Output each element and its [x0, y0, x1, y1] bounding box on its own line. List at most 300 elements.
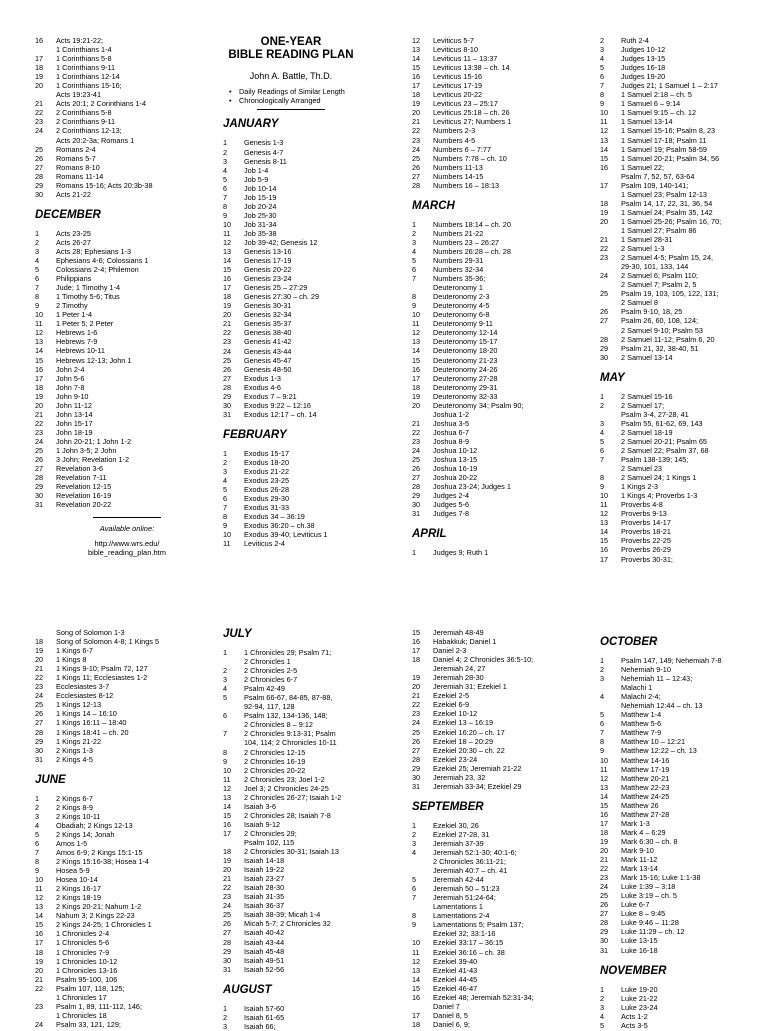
reading-passage: Daniel 8, 5 — [433, 1010, 468, 1020]
day-number: 18 — [35, 947, 44, 957]
reading-passage: Genesis 30-31 — [244, 301, 292, 311]
reading-entry — [223, 175, 407, 184]
reading-entry — [600, 756, 768, 765]
reading-entry — [35, 356, 219, 365]
reading-passage: 2 Kings 1-3 — [56, 745, 93, 755]
day-number: 19 — [412, 673, 421, 683]
day-number: 16 — [412, 72, 421, 82]
reading-entry — [412, 356, 596, 365]
reading-entry — [35, 500, 219, 509]
reading-passage: Genesis 27:30 – ch. 29 — [244, 292, 320, 302]
reading-passage: Deuteronomy 24-26 — [433, 364, 498, 374]
reading-passage: Exodus 36:20 – ch.38 — [244, 521, 315, 531]
day-number: 23 — [223, 892, 232, 902]
day-number: 15 — [35, 355, 44, 365]
day-number: 29 — [35, 482, 44, 492]
day-number: 7 — [35, 847, 40, 857]
reading-entry — [35, 99, 219, 108]
reading-entry — [223, 383, 407, 392]
reading-entry — [223, 684, 407, 693]
reading-entry — [223, 347, 407, 356]
reading-passage: Psalm 26, 60, 108, 124; — [621, 316, 699, 326]
day-number: 24 — [35, 436, 44, 446]
page1-column3 — [412, 36, 596, 557]
reading-passage: Ezekiel 41-43 — [433, 965, 478, 975]
reading-entry — [35, 108, 219, 117]
reading-passage: Ezekiel 16:20 – ch. 17 — [433, 727, 505, 737]
reading-passage: Habakkuk; Daniel 1 — [433, 637, 497, 647]
reading-entry — [35, 319, 219, 328]
reading-passage: Luke 13-15 — [621, 936, 658, 946]
reading-entry — [600, 527, 768, 536]
reading-continuation: 2 Chronicles 8 – 9:12 — [244, 720, 313, 730]
reading-entry — [35, 283, 219, 292]
reading-list — [600, 36, 768, 362]
reading-entry — [35, 938, 219, 947]
reading-entry — [600, 81, 768, 90]
reading-entry — [600, 837, 768, 846]
reading-entry — [600, 946, 768, 955]
reading-entry — [223, 748, 407, 757]
day-number: 9 — [35, 301, 40, 311]
reading-passage: Matthew 24-25 — [621, 791, 670, 801]
day-number: 6 — [412, 884, 417, 894]
reading-entry — [223, 157, 407, 166]
reading-passage: Acts 3-5 — [621, 1020, 648, 1030]
day-number: 6 — [35, 274, 40, 284]
reading-entry — [600, 126, 768, 135]
reading-entry — [412, 1011, 596, 1020]
day-number: 17 — [35, 54, 44, 64]
reading-entry — [35, 884, 219, 893]
reading-passage: 1 Peter 1-4 — [56, 310, 93, 320]
day-number: 3 — [223, 156, 228, 166]
reading-entry — [223, 337, 407, 346]
day-number: 13 — [600, 782, 609, 792]
day-number: 10 — [223, 765, 232, 775]
day-number: 3 — [600, 45, 605, 55]
reading-passage: John 18-19 — [56, 427, 93, 437]
reading-entry — [35, 866, 219, 875]
reading-entry — [412, 401, 596, 410]
day-number: 19 — [35, 956, 44, 966]
reading-entry — [223, 211, 407, 220]
reading-passage: Numbers 35-36; — [433, 274, 486, 284]
reading-entry — [35, 117, 219, 126]
day-number: 1 — [600, 984, 605, 994]
reading-passage: 2 Kings 8-9 — [56, 802, 93, 812]
reading-entry — [412, 628, 596, 637]
reading-passage: Leviticus 15-16 — [433, 72, 483, 82]
author: John A. Battle, Th.D. — [249, 71, 333, 81]
reading-passage: Joshua 13-15 — [433, 455, 478, 465]
reading-entry — [412, 500, 596, 509]
day-number: 27 — [35, 718, 44, 728]
reading-passage: Numbers 14-15 — [433, 171, 484, 181]
reading-passage: Ezekiel 13 – 16:19 — [433, 718, 494, 728]
reading-entry — [412, 548, 596, 557]
reading-passage: Amos 1-5 — [56, 838, 88, 848]
day-number: 2 — [600, 993, 605, 1003]
reading-passage: Nahum 3; 2 Kings 22-23 — [56, 911, 135, 921]
reading-entry — [223, 467, 407, 476]
day-number: 26 — [223, 919, 232, 929]
day-number: 23 — [35, 1001, 44, 1011]
reading-passage: Deuteronomy 6-8 — [433, 310, 490, 320]
day-number: 20 — [412, 108, 421, 118]
day-number: 23 — [412, 135, 421, 145]
day-number: 31 — [600, 945, 609, 955]
reading-passage: Genesis 35-37 — [244, 319, 292, 329]
day-number: 2 — [223, 147, 228, 157]
reading-entry — [600, 555, 768, 564]
reading-passage: 2 Samuel 13-14 — [621, 352, 673, 362]
reading-entry — [35, 247, 219, 256]
reading-entry — [600, 746, 768, 755]
day-number: 29 — [223, 946, 232, 956]
reading-list — [600, 656, 768, 955]
reading-passage: 1 Peter 5; 2 Peter — [56, 319, 114, 329]
reading-passage: Mark 15-16; Luke 1:1-38 — [621, 873, 701, 883]
reading-passage: Proverbs 26-29 — [621, 545, 671, 555]
reading-passage: Proverbs 22-25 — [621, 536, 671, 546]
day-number: 18 — [223, 292, 232, 302]
reading-entry — [600, 518, 768, 527]
reading-passage: Matthew 10 – 12:21 — [621, 737, 686, 747]
reading-passage: Deuteronomy 15-17 — [433, 337, 498, 347]
reading-entry — [35, 794, 219, 803]
reading-passage: Job 5-9 — [244, 174, 269, 184]
reading-list — [412, 36, 596, 190]
reading-passage: Ezekiel 10-12 — [433, 709, 478, 719]
reading-entry — [600, 145, 768, 154]
reading-entry — [600, 199, 768, 208]
reading-entry — [223, 184, 407, 193]
day-number: 2 — [223, 457, 228, 467]
reading-passage: Numbers 11-13 — [433, 162, 483, 172]
reading-entry — [600, 819, 768, 828]
day-number: 12 — [35, 328, 44, 338]
page1-column4 — [600, 36, 768, 564]
reading-entry — [35, 190, 219, 199]
reading-passage: Nehemiah 9-10 — [621, 665, 671, 675]
reading-entry — [600, 801, 768, 810]
reading-passage: Malachi 2-4; — [621, 692, 661, 702]
reading-passage: Psalm 109, 140-141; — [621, 180, 689, 190]
day-number: 30 — [35, 745, 44, 755]
day-number: 29 — [600, 343, 609, 353]
day-number: 18 — [412, 90, 421, 100]
reading-entry — [35, 181, 219, 190]
reading-entry — [412, 247, 596, 256]
day-number: 15 — [600, 153, 609, 163]
reading-passage: Acts 20:1; 2 Corinthians 1-4 — [56, 99, 147, 109]
reading-passage: Judges 21; 1 Samuel 1 – 2:17 — [621, 81, 718, 91]
day-number: 12 — [412, 956, 421, 966]
reading-entry — [412, 72, 596, 81]
reading-passage: Isaiah 9-12 — [244, 819, 281, 829]
reading-entry — [223, 666, 407, 675]
reading-passage: Philippians — [56, 274, 92, 284]
reading-passage: 1 Samuel 15-16; Psalm 8, 23 — [621, 126, 716, 136]
reading-passage: Numbers 16 – 18:13 — [433, 180, 500, 190]
day-number: 18 — [412, 382, 421, 392]
reading-passage: Revelation 12-15 — [56, 482, 112, 492]
reading-passage: 2 Chronicles 29; — [244, 828, 297, 838]
reading-entry — [223, 476, 407, 485]
reading-passage: Genesis 41-42 — [244, 337, 292, 347]
reading-passage: Judges 16-18 — [621, 63, 666, 73]
day-number: 27 — [35, 464, 44, 474]
day-number: 17 — [223, 283, 232, 293]
reading-entry — [600, 792, 768, 801]
reading-passage: 2 Corinthians 12-13; — [56, 126, 122, 136]
reading-entry — [35, 700, 219, 709]
website-link[interactable] — [35, 539, 219, 557]
reading-entry — [412, 337, 596, 346]
reading-entry — [35, 72, 219, 81]
reading-entry — [35, 948, 219, 957]
reading-entry — [600, 208, 768, 217]
reading-entry — [412, 181, 596, 190]
reading-passage: Romans 8-10 — [56, 162, 100, 172]
day-number: 13 — [223, 247, 232, 257]
reading-passage: 3 John; Revelation 1-2 — [56, 455, 130, 465]
reading-entry — [600, 828, 768, 837]
day-number: 30 — [35, 491, 44, 501]
day-number: 3 — [223, 1021, 228, 1031]
reading-passage: 1 Corinthians 9-11 — [56, 63, 116, 73]
reading-passage: Hebrews 10-11 — [56, 346, 105, 356]
day-number: 5 — [412, 875, 417, 885]
day-number: 12 — [412, 36, 421, 45]
reading-entry — [223, 283, 407, 292]
reading-passage: Numbers 6 – 7:77 — [433, 144, 492, 154]
reading-passage: Luke 11:29 – ch. 12 — [621, 927, 685, 937]
reading-entry — [600, 90, 768, 99]
reading-passage: Mark 13-14 — [621, 864, 658, 874]
reading-passage: Job 20-24 — [244, 201, 277, 211]
reading-entry — [412, 319, 596, 328]
reading-passage: Isaiah 19-22 — [244, 865, 285, 875]
day-number: 28 — [412, 180, 421, 190]
reading-continuation: Psalm 102, 115 — [244, 837, 295, 847]
reading-entry — [412, 911, 596, 920]
reading-passage: Proverbs 30-31; — [621, 554, 673, 564]
reading-passage: Ecclesiastes 3-7 — [56, 682, 110, 692]
reading-entry — [35, 419, 219, 428]
reading-entry — [412, 163, 596, 172]
reading-entry — [412, 848, 596, 857]
reading-passage: Leviticus 27; Numbers 1 — [433, 117, 512, 127]
day-number: 23 — [600, 253, 609, 263]
day-number: 5 — [600, 436, 605, 446]
day-number: 25 — [223, 355, 232, 365]
reading-passage: Genesis 20-22 — [244, 265, 292, 275]
reading-entry — [600, 63, 768, 72]
reading-passage: Deuteronomy 32-33 — [433, 391, 498, 401]
day-number: 20 — [600, 845, 609, 855]
reading-passage: Numbers 4-5 — [433, 135, 476, 145]
day-number: 25 — [223, 910, 232, 920]
reading-passage: Deuteronomy 34; Psalm 90; — [433, 400, 524, 410]
reading-passage: 1 Kings 11; Ecclesiastes 1-2 — [56, 673, 148, 683]
divider — [257, 109, 325, 110]
day-number: 30 — [600, 352, 609, 362]
reading-passage: Luke 19-20 — [621, 984, 658, 994]
day-number: 25 — [412, 455, 421, 465]
reading-passage: Lamentations 5; Psalm 137; — [433, 920, 524, 930]
reading-passage: Jeremiah 52:1-30; 40:1-6; — [433, 847, 517, 857]
reading-entry — [600, 335, 768, 344]
reading-entry — [223, 220, 407, 229]
reading-passage: Proverbs 14-17 — [621, 518, 671, 528]
reading-list — [223, 138, 407, 418]
reading-passage: 1 Kings 14 – 16:10 — [56, 709, 117, 719]
day-number: 17 — [35, 373, 44, 383]
reading-entry — [412, 746, 596, 755]
reading-entry — [35, 857, 219, 866]
reading-continuation: Psalm 7, 52, 57, 63-64 — [621, 171, 695, 181]
reading-passage: Genesis 48-50 — [244, 364, 292, 374]
reading-passage: Judges 7-8 — [433, 509, 470, 519]
day-number: 13 — [35, 337, 44, 347]
reading-entry — [35, 401, 219, 410]
reading-passage: Psalm 14, 17, 22, 31, 36, 54 — [621, 198, 713, 208]
day-number: 28 — [35, 171, 44, 181]
reading-passage: Psalm 138-139; 145; — [621, 455, 689, 465]
reading-entry — [412, 718, 596, 727]
reading-entry — [223, 401, 407, 410]
day-number: 19 — [600, 836, 609, 846]
day-number: 22 — [35, 983, 44, 993]
reading-entry — [412, 700, 596, 709]
reading-passage: 1 Kings 8 — [56, 655, 87, 665]
reading-entry — [412, 419, 596, 428]
reading-entry — [223, 775, 407, 784]
day-number: 16 — [412, 364, 421, 374]
reading-continuation: 2 Samuel 8 — [621, 298, 658, 308]
day-number: 22 — [223, 883, 232, 893]
reading-passage: 2 Samuel 24; 1 Kings 1 — [621, 473, 697, 483]
reading-entry — [35, 301, 219, 310]
reading-passage: 2 Samuel 6; Psalm 110; — [621, 271, 698, 281]
reading-passage: John 2-4 — [56, 364, 85, 374]
day-number: 23 — [600, 873, 609, 883]
reading-passage: John 11-12 — [56, 400, 92, 410]
day-number: 20 — [35, 81, 44, 91]
reading-entry — [412, 920, 596, 929]
day-number: 30 — [223, 955, 232, 965]
day-number: 7 — [600, 728, 605, 738]
reading-list — [35, 36, 219, 199]
reading-entry — [412, 839, 596, 848]
reading-passage: Matthew 27-28 — [621, 809, 670, 819]
reading-passage: Judges 10-12 — [621, 45, 666, 55]
reading-entry — [35, 374, 219, 383]
reading-entry — [35, 328, 219, 337]
reading-entry — [223, 829, 407, 838]
day-number: 31 — [223, 409, 232, 419]
reading-list — [600, 985, 768, 1030]
reading-passage: 1 Samuel 2:18 – ch. 5 — [621, 90, 692, 100]
reading-list — [412, 548, 596, 557]
reading-entry — [600, 665, 768, 674]
reading-entry — [35, 265, 219, 274]
reading-entry — [600, 491, 768, 500]
day-number: 2 — [412, 829, 417, 839]
reading-entry — [223, 928, 407, 937]
day-number: 14 — [223, 256, 232, 266]
day-number: 15 — [35, 920, 44, 930]
day-number: 17 — [600, 818, 609, 828]
month-heading-may: MAY — [600, 371, 625, 384]
reading-entry — [223, 883, 407, 892]
day-number: 10 — [35, 875, 44, 885]
day-number: 26 — [223, 364, 232, 374]
reading-entry — [35, 274, 219, 283]
reading-passage: Hebrews 12-13; John 1 — [56, 355, 132, 365]
reading-passage: Deuteronomy 12-14 — [433, 328, 498, 338]
reading-entry — [35, 737, 219, 746]
reading-entry — [223, 148, 407, 157]
reading-entry — [600, 509, 768, 518]
reading-entry — [412, 948, 596, 957]
day-number: 22 — [35, 673, 44, 683]
day-number: 16 — [600, 545, 609, 555]
day-number: 10 — [600, 108, 609, 118]
reading-passage: Job 35-38 — [244, 228, 277, 238]
day-number: 11 — [223, 774, 231, 784]
reading-entry — [412, 728, 596, 737]
reading-entry — [223, 494, 407, 503]
reading-passage: Numbers 18:14 – ch. 20 — [433, 219, 511, 229]
reading-entry — [600, 692, 768, 701]
reading-passage: Revelation 16-19 — [56, 491, 112, 501]
reading-passage: Ecclesiastes 8-12 — [56, 691, 114, 701]
reading-passage: Isaiah 43-44 — [244, 937, 285, 947]
reading-passage: 2 Kings 20-21; Nahum 1-2 — [56, 902, 142, 912]
reading-entry — [223, 449, 407, 458]
reading-entry — [35, 682, 219, 691]
day-number: 3 — [223, 467, 228, 476]
reading-entry — [412, 975, 596, 984]
reading-passage: Isaiah 45-48 — [244, 946, 285, 956]
reading-passage: Leviticus 20-22 — [433, 90, 483, 100]
reading-passage: 1 Samuel 6 – 9:14 — [621, 99, 681, 109]
reading-entry — [223, 901, 407, 910]
reading-passage: Obadiah; 2 Kings 12-13 — [56, 820, 133, 830]
month-heading-november: NOVEMBER — [600, 964, 667, 977]
day-number: 2 — [412, 228, 417, 238]
reading-passage: Leviticus 17-19 — [433, 81, 483, 91]
reading-entry — [35, 491, 219, 500]
reading-entry — [223, 892, 407, 901]
reading-passage: 1 Samuel 25-26; Psalm 16, 70; — [621, 216, 722, 226]
day-number: 24 — [412, 445, 421, 455]
day-number: 4 — [223, 165, 228, 175]
reading-passage: 2 Samuel 15-16 — [621, 391, 673, 401]
reading-entry — [412, 126, 596, 135]
reading-passage: John 7-8 — [56, 382, 85, 392]
reading-entry — [35, 310, 219, 319]
day-number: 4 — [223, 684, 228, 694]
day-number: 29 — [412, 763, 421, 773]
day-number: 13 — [412, 965, 421, 975]
reading-entry — [412, 682, 596, 691]
reading-continuation: Deuteronomy 1 — [433, 283, 483, 293]
reading-passage: 2 Samuel 1-3 — [621, 244, 665, 254]
